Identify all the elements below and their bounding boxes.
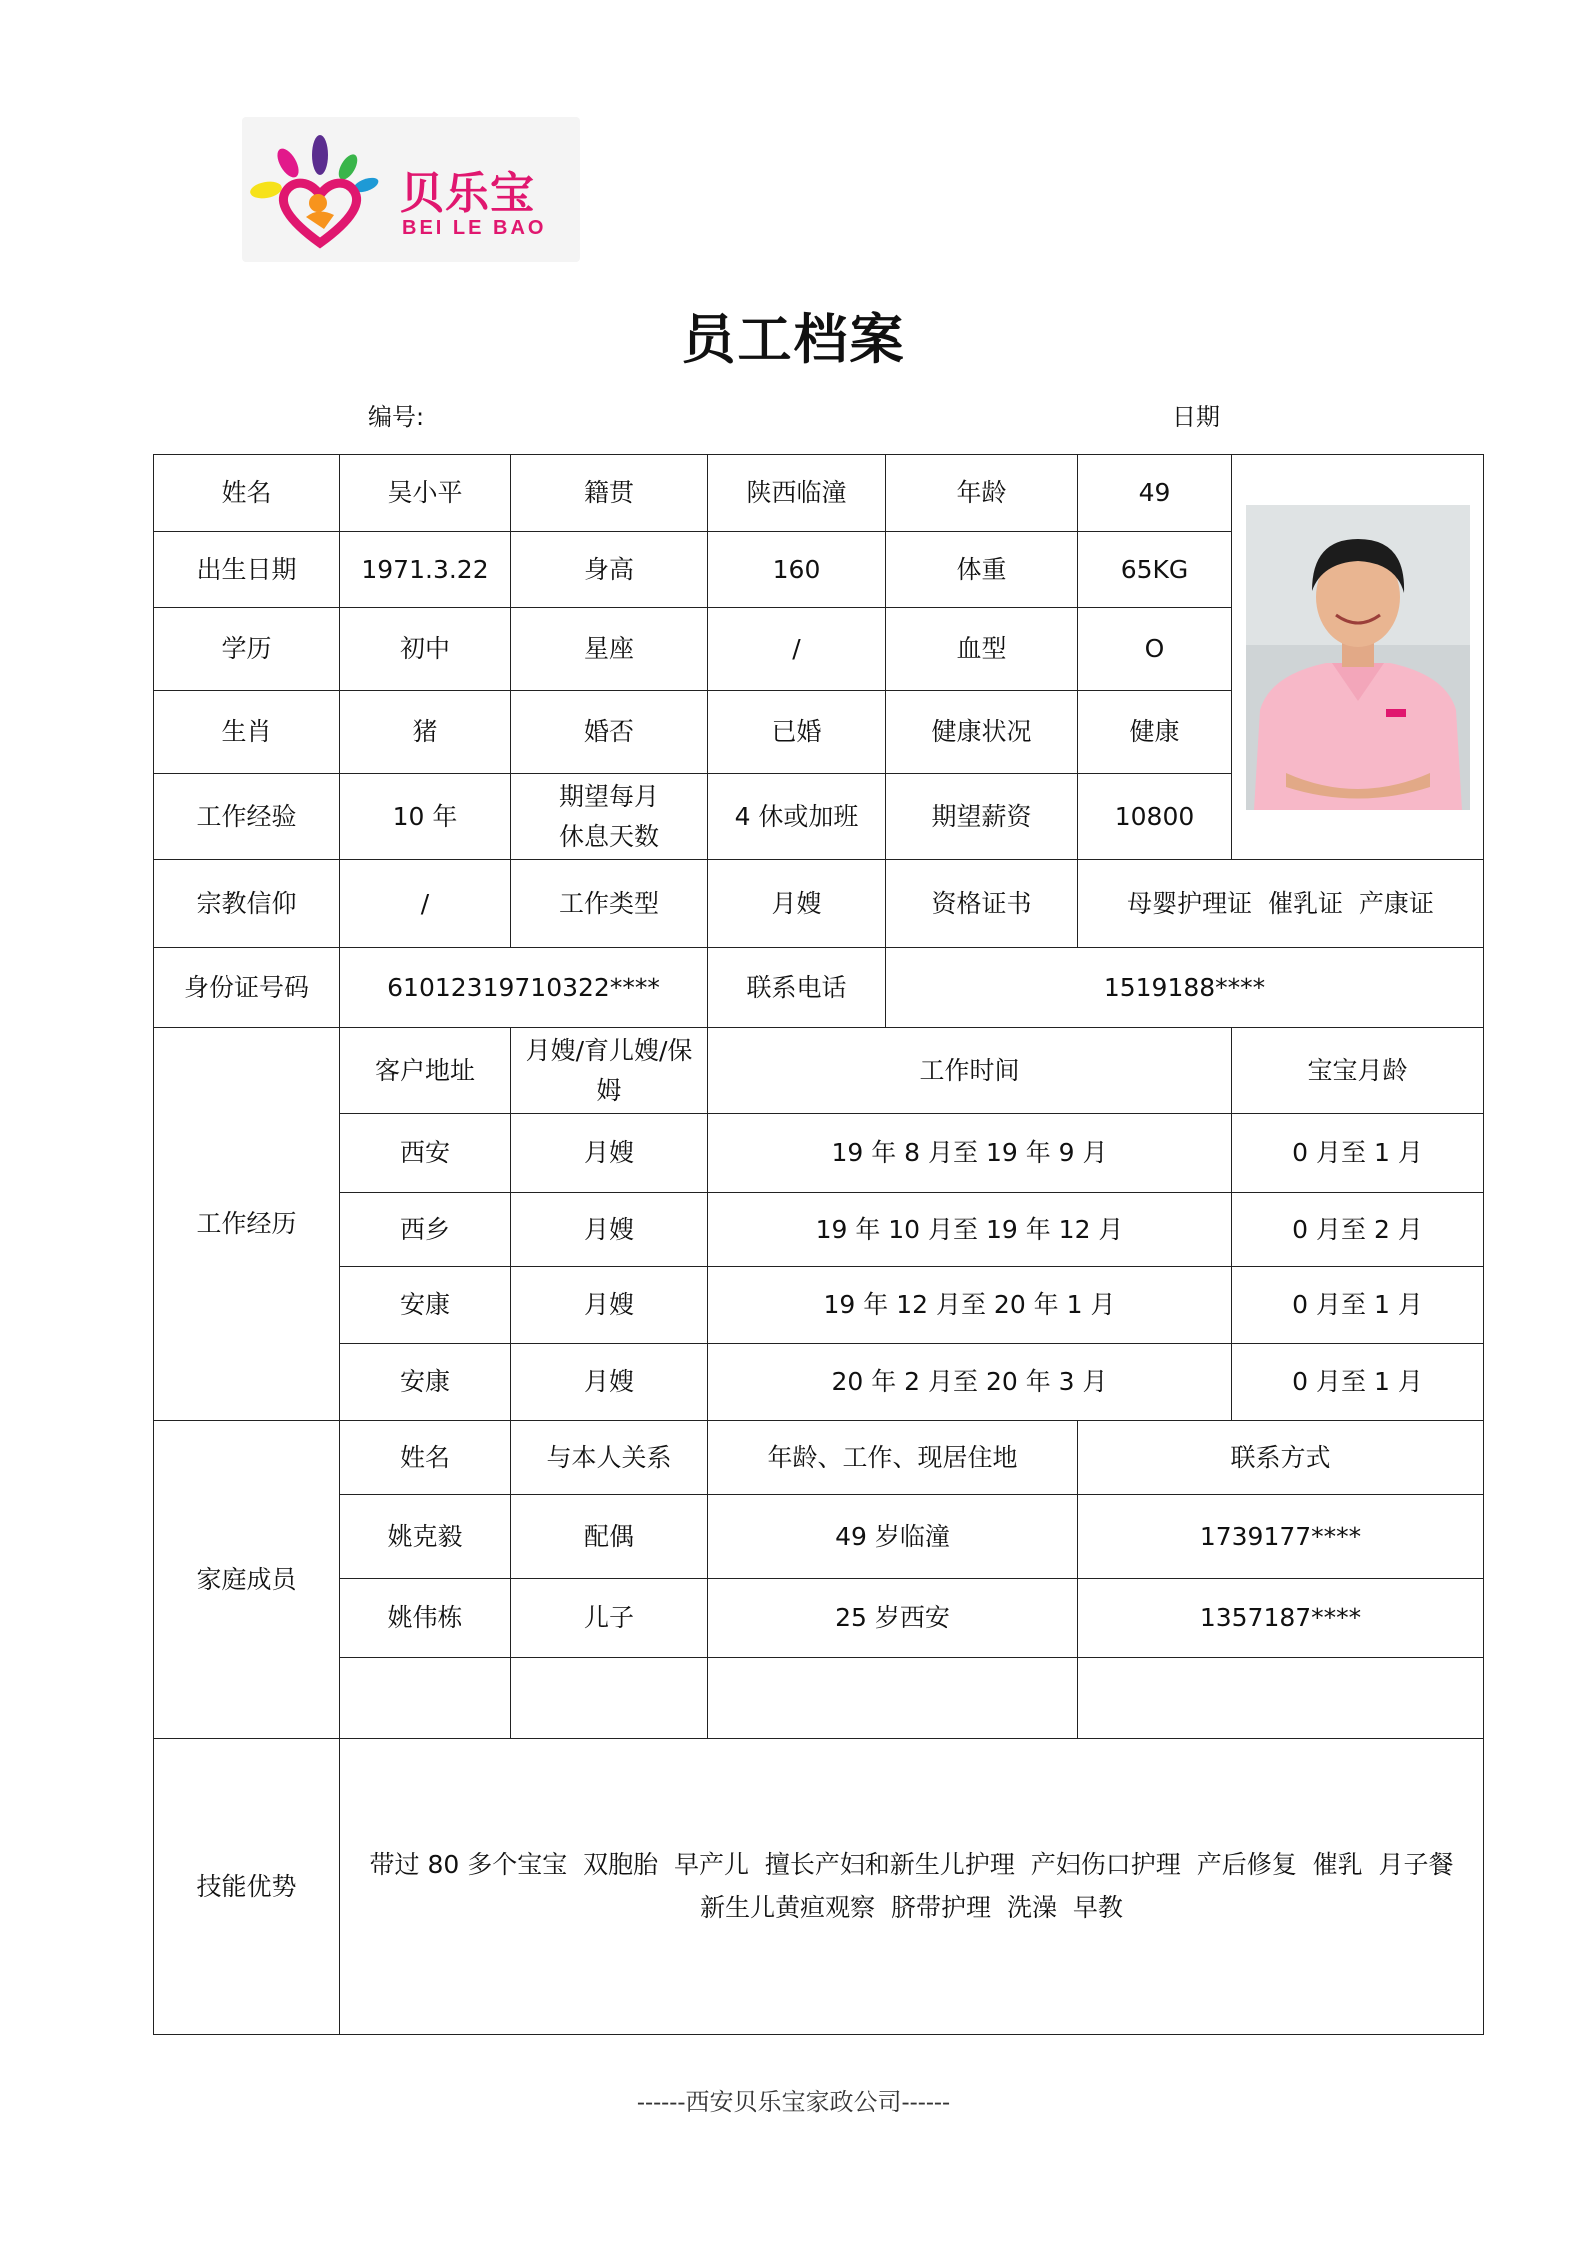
family-header-contact: 联系方式 — [1078, 1421, 1484, 1495]
constellation-value: / — [708, 608, 886, 691]
health-label: 健康状况 — [886, 691, 1078, 774]
history-header-role — [511, 1028, 708, 1114]
birth-value: 1971.3.22 — [340, 532, 511, 608]
family-name: 姚克毅 — [340, 1495, 511, 1579]
phone-value: 1519188**** — [886, 948, 1484, 1028]
blood-type-label: 血型 — [886, 608, 1078, 691]
history-header-time: 工作时间 — [708, 1028, 1232, 1114]
education-value: 初中 — [340, 608, 511, 691]
history-address: 西安 — [340, 1114, 511, 1193]
zodiac-label: 生肖 — [154, 691, 340, 774]
weight-label: 体重 — [886, 532, 1078, 608]
salary-value: 10800 — [1078, 774, 1232, 860]
job-type-value: 月嫂 — [708, 860, 886, 948]
id-number-value: 61012319710322**** — [340, 948, 708, 1028]
history-address: 西乡 — [340, 1193, 511, 1267]
history-header-address: 客户地址 — [340, 1028, 511, 1114]
rest-days-value: 4 休或加班 — [708, 774, 886, 860]
zodiac-value: 猪 — [340, 691, 511, 774]
origin-label: 籍贯 — [511, 455, 708, 532]
history-role: 月嫂 — [511, 1193, 708, 1267]
work-history-label: 工作经历 — [154, 1028, 340, 1421]
number-label: 编号: — [368, 403, 425, 431]
skills-label: 技能优势 — [154, 1739, 340, 2035]
family-relation: 配偶 — [511, 1495, 708, 1579]
salary-label: 期望薪资 — [886, 774, 1078, 860]
experience-value: 10 年 — [340, 774, 511, 860]
family-info: 49 岁临潼 — [708, 1495, 1078, 1579]
family-info — [708, 1658, 1078, 1739]
marital-label: 婚否 — [511, 691, 708, 774]
employee-photo — [1246, 505, 1470, 810]
logo-emblem-icon — [248, 125, 398, 255]
name-label: 姓名 — [154, 455, 340, 532]
history-time: 20 年 2 月至 20 年 3 月 — [708, 1344, 1232, 1421]
age-value: 49 — [1078, 455, 1232, 532]
history-role: 月嫂 — [511, 1344, 708, 1421]
employee-record-table — [153, 454, 1484, 2035]
history-header-row — [154, 1028, 1484, 1114]
name-value: 吴小平 — [340, 455, 511, 532]
education-label: 学历 — [154, 608, 340, 691]
family-contact: 1357187**** — [1078, 1579, 1484, 1658]
rest-days-label — [511, 774, 708, 860]
family-name: 姚伟栋 — [340, 1579, 511, 1658]
logo-chinese-text: 贝乐宝 — [400, 168, 535, 219]
family-contact — [1078, 1658, 1484, 1739]
family-members-label: 家庭成员 — [154, 1421, 340, 1739]
history-row — [154, 1267, 1484, 1344]
logo-english-text: BEI LE BAO — [402, 217, 547, 239]
history-header-baby-age: 宝宝月龄 — [1232, 1028, 1484, 1114]
height-label: 身高 — [511, 532, 708, 608]
history-header-role-line-1: 月嫂/育儿嫂/保 — [525, 1035, 693, 1065]
origin-value: 陕西临潼 — [708, 455, 886, 532]
phone-label: 联系电话 — [708, 948, 886, 1028]
history-row — [154, 1114, 1484, 1193]
marital-value: 已婚 — [708, 691, 886, 774]
family-contact: 1739177**** — [1078, 1495, 1484, 1579]
skills-text: 带过 80 多个宝宝 双胞胎 早产儿 擅长产妇和新生儿护理 产妇伤口护理 产后修复 催乳 月子餐 新生儿黄疸观察 脐带护理 洗澡 早教 — [340, 1739, 1484, 2035]
family-name — [340, 1658, 511, 1739]
family-row — [154, 1495, 1484, 1579]
row-name — [154, 455, 1484, 532]
family-relation: 儿子 — [511, 1579, 708, 1658]
job-type-label: 工作类型 — [511, 860, 708, 948]
constellation-label: 星座 — [511, 608, 708, 691]
history-baby-age: 0 月至 1 月 — [1232, 1114, 1484, 1193]
family-header-name: 姓名 — [340, 1421, 511, 1495]
history-time: 19 年 8 月至 19 年 9 月 — [708, 1114, 1232, 1193]
history-role: 月嫂 — [511, 1114, 708, 1193]
family-info: 25 岁西安 — [708, 1579, 1078, 1658]
height-value: 160 — [708, 532, 886, 608]
rest-days-label-line-1: 期望每月 — [558, 781, 659, 811]
id-number-label: 身份证号码 — [154, 948, 340, 1028]
photo-cell — [1232, 455, 1484, 860]
birth-label: 出生日期 — [154, 532, 340, 608]
religion-label: 宗教信仰 — [154, 860, 340, 948]
age-label: 年龄 — [886, 455, 1078, 532]
company-logo — [242, 117, 580, 262]
family-row-empty — [154, 1658, 1484, 1739]
history-role: 月嫂 — [511, 1267, 708, 1344]
history-address: 安康 — [340, 1267, 511, 1344]
health-value: 健康 — [1078, 691, 1232, 774]
family-row — [154, 1579, 1484, 1658]
experience-label: 工作经验 — [154, 774, 340, 860]
family-relation — [511, 1658, 708, 1739]
family-header-row — [154, 1421, 1484, 1495]
history-baby-age: 0 月至 2 月 — [1232, 1193, 1484, 1267]
family-header-info: 年龄、工作、现居住地 — [708, 1421, 1078, 1495]
row-religion — [154, 860, 1484, 948]
history-header-role-line-2: 姆 — [596, 1075, 622, 1105]
religion-value: / — [340, 860, 511, 948]
blood-type-value: O — [1078, 608, 1232, 691]
weight-value: 65KG — [1078, 532, 1232, 608]
rest-days-label-line-2: 休息天数 — [558, 821, 659, 851]
certificate-label: 资格证书 — [886, 860, 1078, 948]
history-row — [154, 1193, 1484, 1267]
footer-company: ------西安贝乐宝家政公司------ — [636, 2088, 951, 2116]
history-baby-age: 0 月至 1 月 — [1232, 1344, 1484, 1421]
history-baby-age: 0 月至 1 月 — [1232, 1267, 1484, 1344]
history-time: 19 年 10 月至 19 年 12 月 — [708, 1193, 1232, 1267]
date-label: 日期 — [1172, 403, 1220, 431]
skills-row — [154, 1739, 1484, 2035]
row-id — [154, 948, 1484, 1028]
page-title: 员工档案 — [681, 308, 906, 371]
history-address: 安康 — [340, 1344, 511, 1421]
history-row — [154, 1344, 1484, 1421]
history-time: 19 年 12 月至 20 年 1 月 — [708, 1267, 1232, 1344]
certificate-value: 母婴护理证 催乳证 产康证 — [1078, 860, 1484, 948]
family-header-relation: 与本人关系 — [511, 1421, 708, 1495]
